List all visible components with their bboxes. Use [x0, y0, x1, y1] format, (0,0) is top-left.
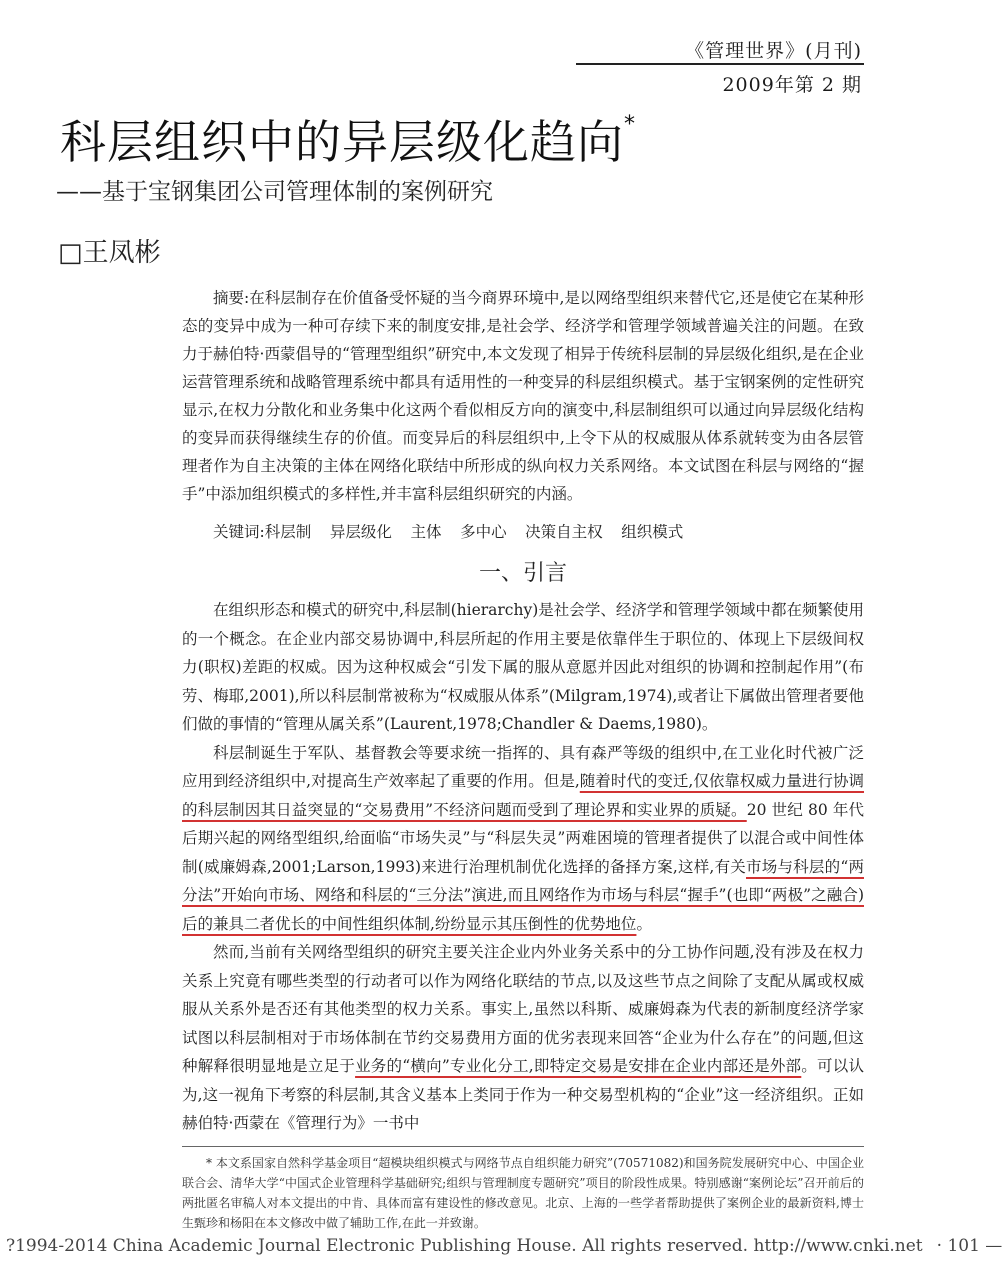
section-heading: 一、引言 [478, 561, 567, 586]
body-text [182, 596, 864, 1138]
text-run: 20 世纪 80 年代后期兴起的网络型组织,给面临“市场失灵”与“科层失灵”两难困境的管理者提供了以混合或中间性体制(威廉姆森,2001;Larson,1993)来进行治理机制优化选择的备择方案,这样,有关 [182, 800, 864, 876]
underlined-text: 随着时代的变迁,仅依靠权威力量进行协调的科层制因其日益突显的“交易费用”不经济问题而受到了理论界和实业界的质疑。 [182, 772, 864, 819]
body-paragraph-3 [182, 938, 864, 1138]
text-run: 。 [636, 914, 652, 933]
title-text: 科层组织中的异层级化趋向 [60, 115, 624, 169]
keywords-line [182, 519, 864, 545]
text-run: 。可以认为,这一视角下考察的科层制,其含义基本上类同于作为一种交易型机构的“企业”这一经济组织。正如赫伯特·西蒙在《管理行为》一书中 [182, 1057, 864, 1132]
keyword: 多中心 [460, 523, 507, 541]
header-rule [576, 63, 864, 65]
keywords-label: 关键词: [213, 523, 265, 541]
footnote-rule [182, 1146, 864, 1147]
article-author: □王凤彬 [58, 238, 161, 268]
copyright-text: ?1994-2014 China Academic Journal Electronic Publishing House. All rights reserved. http://www.cnki.net [6, 1236, 923, 1256]
page-number: · 101 — [936, 1236, 1002, 1256]
text-run: 然而,当前有关网络型组织的研究主要关注企业内外业务关系中的分工协作问题,没有涉及在权力关系上究竟有哪些类型的行动者可以作为网络化联结的节点,以及这些节点之间除了支配从属或权威服从关系外是否还有其他类型的权力关系。事实上,虽然以科斯、威廉姆森为代表的新制度经济学家试图以科层制相对于市场体制在节约交易费用方面的优劣表现来回答“企业为什么存在”的问题,但这种解释很明显地是立足于 [182, 943, 864, 1075]
copyright-footer [6, 1236, 1002, 1256]
keyword: 异层级化 [329, 523, 392, 541]
keyword: 组织模式 [621, 523, 684, 541]
footnote: * 本文系国家自然科学基金项目“超模块组织模式与网络节点自组织能力研究”(70571082)和国务院发展研究中心、中国企业联合会、清华大学“中国式企业管理科学基础研究;组织与管理制度专题研究”项目的阶段性成果。特别感谢“案例论坛”召开前后的两批匿名审稿人对本文提出的中肯、具体而富有建设性的修改意见。北京、上海的一些学者帮助提供了案例企业的最新资料,博士生甄珍和杨阳在本文修改中做了辅助工作,在此一并致谢。 [182, 1156, 864, 1230]
issue-number: 2009年第 2 期 [722, 74, 862, 96]
underlined-text: 市场与科层的“两分法”开始向市场、网络和科层的“三分法”演进,而且网络作为市场与科层“握手”(也即“两极”之融合)后的兼具二者优长的中间性组织体制,纷纷显示其压倒性的优势地位 [182, 857, 864, 933]
keyword: 科层制 [264, 523, 312, 541]
journal-name: 《管理世界》(月刊) [685, 40, 862, 62]
article-subtitle: ——基于宝钢集团公司管理体制的案例研究 [56, 179, 493, 205]
body-paragraph-1: 在组织形态和模式的研究中,科层制(hierarchy)是社会学、经济学和管理学领域中都在频繁使用的一个概念。在企业内部交易协调中,科层所起的作用主要是依靠伴生于职位的、体现上下层级间权力(职权)差距的权威。因为这种权威会“引发下属的服从意愿并因此对组织的协调和控制起作用”(布劳、梅耶,2001),所以科层制常被称为“权威服从体系”(Milgram,1974),或者让下属做出管理者要他们做的事情的“管理从属关系”(Laurent,1978;Chandler & Daems,1980)。 [182, 601, 864, 733]
article-title [60, 106, 636, 172]
keyword: 决策自主权 [525, 523, 603, 541]
underlined-text: 业务的“横向”专业化分工,即特定交易是安排在企业内部还是外部 [355, 1057, 802, 1075]
text-run: 科层制诞生于军队、基督教会等要求统一指挥的、具有森严等级的组织中,在工业化时代被广泛应用到经济组织中,对提高生产效率起了重要的作用。但是, [182, 743, 864, 790]
keyword: 主体 [410, 523, 442, 541]
title-footnote-mark: * [624, 112, 636, 137]
body-paragraph-2 [182, 739, 864, 939]
abstract-paragraph: 摘要:在科层制存在价值备受怀疑的当今商界环境中,是以网络型组织来替代它,还是使它在某种形态的变异中成为一种可存续下来的制度安排,是社会学、经济学和管理学领域普遍关注的问题。在致力于赫伯特·西蒙倡导的“管理型组织”研究中,本文发现了相异于传统科层制的异层级化组织,是在企业运营管理系统和战略管理系统中都具有适用性的一种变异的科层组织模式。基于宝钢案例的定性研究显示,在权力分散化和业务集中化这两个看似相反方向的演变中,科层制组织可以通过向异层级化结构的变异而获得继续生存的价值。而变异后的科层组织中,上令下从的权威服从体系就转变为由各层管理者作为自主决策的主体在网络化联结中所形成的纵向权力关系网络。本文试图在科层与网络的“握手”中添加组织模式的多样性,并丰富科层组织研究的内涵。 [182, 289, 865, 503]
